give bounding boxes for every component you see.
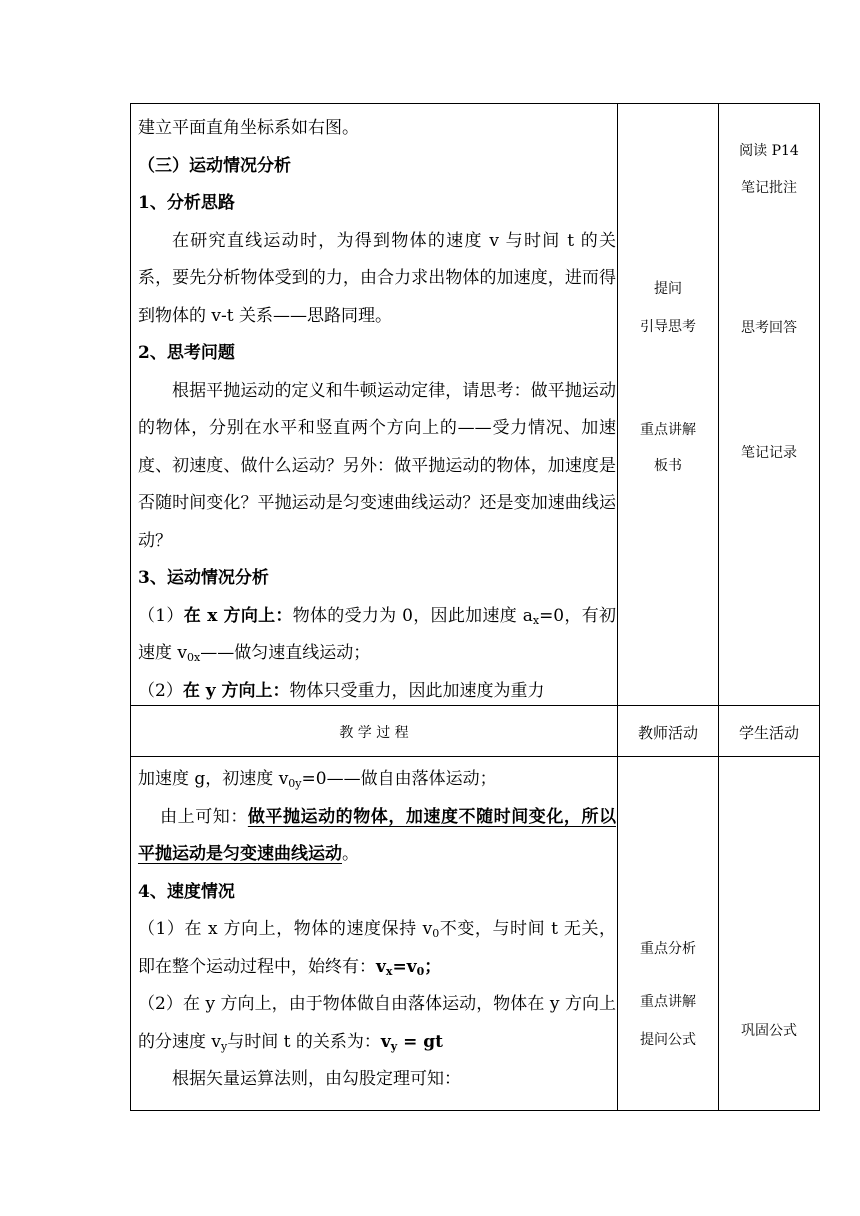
student-activity-item: 思考回答: [741, 320, 797, 336]
top-process-text: [138, 110, 616, 710]
teacher-activity-item: 提问公式: [640, 1032, 696, 1048]
teacher-activity-item: 板书: [654, 458, 682, 474]
conclusion-paragraph: 由上可知：做平抛运动的物体，加速度不随时间变化，所以平抛运动是匀变速曲线运动。: [138, 806, 616, 864]
paragraph-x-direction: （1）在 x 方向上：物体的受力为 0，因此加速度 $a_x=0$，有初速度 $v_{0x}——$做匀速直线运动；: [138, 605, 616, 664]
header-teacher-activity: 教师活动: [637, 724, 698, 742]
student-activity-item: 阅读 P14: [739, 143, 799, 159]
teacher-activity-bottom: [618, 939, 718, 1050]
teacher-activity-item: 重点讲解: [640, 994, 696, 1010]
teacher-activity-top: [618, 279, 718, 476]
subsection-heading: 2、思考问题: [138, 343, 235, 363]
bottom-process-text: [138, 761, 616, 1099]
subsection-heading: 1、分析思路: [138, 193, 235, 213]
subsection-heading: 3、运动情况分析: [138, 568, 269, 588]
key-conclusion: 做平抛运动的物体，加速度不随时间变化，所以平抛运动是匀变速曲线运动: [138, 806, 616, 864]
paragraph-y-direction: （2）在 y 方向上：物体只受重力，因此加速度为重力: [138, 680, 545, 701]
paragraph-x-velocity: （1）在 x 方向上，物体的速度保持 $v_0$不变，与时间 t 无关，即在整个运动过程中，始终有：$v_x=v_0$；: [138, 919, 617, 978]
section-heading: （三）运动情况分析: [138, 155, 291, 176]
teacher-activity-item: 提问: [654, 281, 682, 297]
student-activity-item: 巩固公式: [741, 1023, 797, 1039]
header-row-bottom-border: [131, 756, 819, 757]
paragraph-y-velocity: （2）在 y 方向上，由于物体做自由落体运动，物体在 y 方向上的分速度 $v_y$与时间 t 的关系为：$v_y$ = gt: [138, 994, 616, 1053]
text-line: 加速度 g，初速度 $v_{0y}=0——$做自由落体运动；: [138, 769, 497, 790]
paragraph: 在研究直线运动时，为得到物体的速度 v 与时间 t 的关系，要先分析物体受到的力，由合力求出物体的加速度，进而得到物体的 v-t 关系——思路同理。: [138, 230, 616, 326]
subsection-heading: 4、速度情况: [138, 881, 235, 902]
teacher-activity-item: 重点分析: [640, 941, 696, 957]
student-activity-item: 笔记批注: [741, 180, 797, 196]
teacher-activity-item: 引导思考: [640, 319, 696, 335]
teacher-activity-item: 重点讲解: [640, 422, 696, 438]
paragraph: 根据平抛运动的定义和牛顿运动定律，请思考：做平抛运动的物体，分别在水平和竖直两个方向上的——受力情况、加速度、初速度、做什么运动？另外：做平抛运动的物体，加速度是否随时间变化？平抛运动是匀变速曲线运动？还是变加速曲线运动？: [138, 380, 616, 551]
text-line: 根据矢量运算法则，由勾股定理可知：: [172, 1069, 461, 1089]
formula-vx: $v_x=v_0$；: [376, 956, 442, 978]
student-activity-item: 笔记记录: [741, 445, 797, 461]
formula-vy: $v_y$ = gt: [380, 1031, 443, 1053]
student-activity-bottom: [719, 1021, 819, 1041]
text-line: 建立平面直角坐标系如右图。: [138, 118, 359, 138]
header-process: 教 学 过 程: [339, 725, 409, 741]
header-student-activity: 学生活动: [738, 724, 799, 742]
student-activity-top: [719, 141, 819, 463]
